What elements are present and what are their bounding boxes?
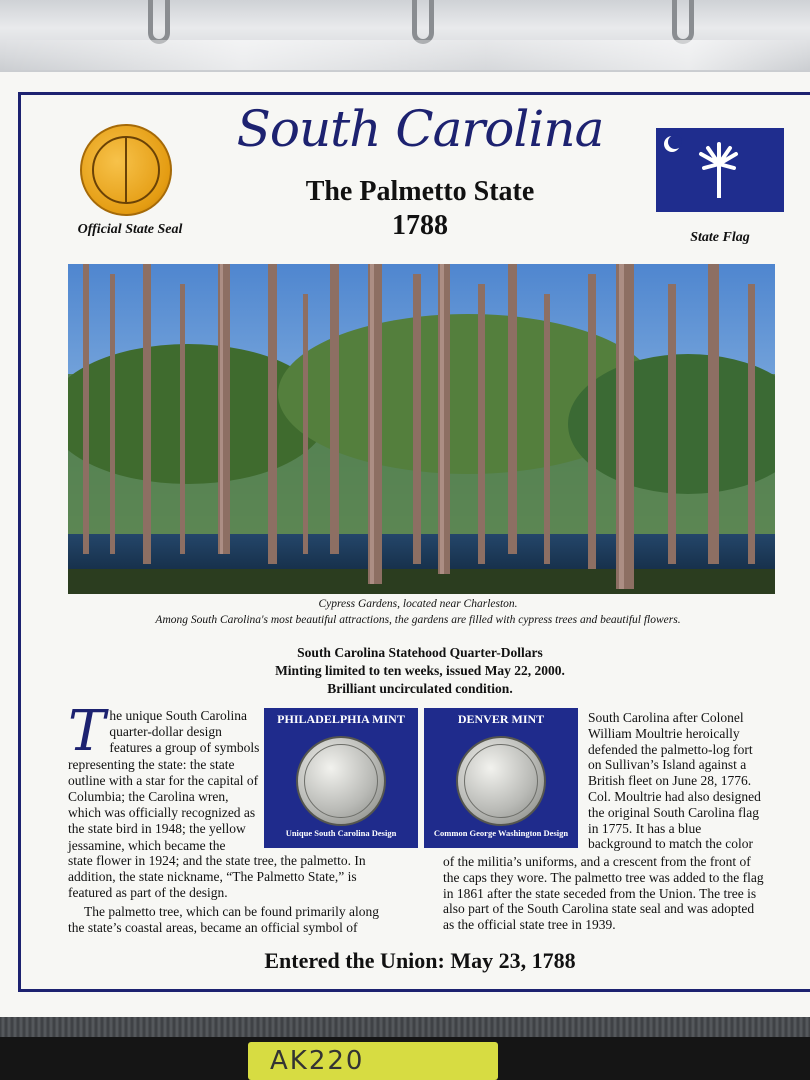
seal-caption: Official State Seal — [77, 222, 183, 237]
commemorative-card — [0, 72, 810, 1017]
article-paragraph: state flower in 1924; and the state tree, the palmetto. In addition, the state nickname, “The Palmetto State,” is featured as part of the design. — [68, 853, 366, 901]
handwritten-sticker: AK220 — [248, 1042, 498, 1080]
mint-label: PHILADELPHIA MINT — [277, 712, 405, 726]
binder-sleeve — [0, 0, 810, 80]
photo-description: Among South Carolina's most beautiful attractions, the gardens are filled with cypress trees and beautiful flowers. — [155, 614, 681, 626]
page-title: South Carolina — [236, 100, 604, 158]
article-right-column-continued: of the militia’s uniforms, and a crescent from the front of the caps they wore. The palmetto tree was added to the flag in 1861 after the state seceded from the Union. The tree is also part of the South Carolina state seal and was adopted as the official state tree in 1939. — [443, 854, 764, 933]
sleeve-glare — [0, 40, 810, 70]
coin-heading-minting: Minting limited to ten weeks, issued May 22, 2000. — [275, 663, 565, 678]
cypress-gardens-photo — [68, 264, 775, 594]
mint-design-label: Unique South Carolina Design — [285, 828, 397, 838]
palmetto-flag-icon — [656, 128, 784, 212]
statehood-year: 1788 — [392, 210, 448, 241]
drop-cap: T — [68, 699, 106, 764]
state-nickname: The Palmetto State — [305, 176, 535, 207]
philadelphia-mint-panel — [264, 708, 418, 848]
binder-ring — [412, 0, 434, 44]
flag-caption: State Flag — [690, 230, 750, 245]
binder-ring — [672, 0, 694, 44]
photo-caption: Cypress Gardens, located near Charleston. — [318, 598, 518, 610]
binder-strip — [0, 1017, 810, 1037]
mint-design-label: Common George Washington Design — [433, 828, 569, 838]
coin-heading-title: South Carolina Statehood Quarter-Dollars — [297, 645, 543, 660]
article-left-column-continued — [68, 853, 398, 936]
binder-ring — [148, 0, 170, 44]
state-seal-icon — [80, 124, 172, 216]
coin-heading — [220, 644, 620, 698]
article-paragraph: The palmetto tree, which can be found primarily along the state’s coastal areas, became an official symbol of — [68, 903, 380, 935]
coin-heading-condition: Brilliant uncirculated condition. — [327, 681, 513, 696]
article-right-column: South Carolina after Colonel William Moultrie heroically defended the palmetto-log fort on Sullivan’s Island against a British fleet on June 28, 1776. Col. Moultrie had also designed the original South Carolina flag in 1775. It has a blue background to match the color — [588, 710, 761, 852]
mint-label: DENVER MINT — [457, 712, 545, 726]
entered-union-date: Entered the Union: May 23, 1788 — [264, 948, 576, 973]
denver-mint-panel — [424, 708, 578, 848]
washington-quarter-coin — [456, 736, 546, 826]
article-paragraph: he unique South Carolina quarter-dollar design features a group of symbols representing the state: the state outline with a star for the capital of Columbia; the Carolina wren, which was officially recognized as the state bird in 1948; the yellow jessamine, which became the — [68, 708, 260, 853]
south-carolina-quarter-coin — [296, 736, 386, 826]
